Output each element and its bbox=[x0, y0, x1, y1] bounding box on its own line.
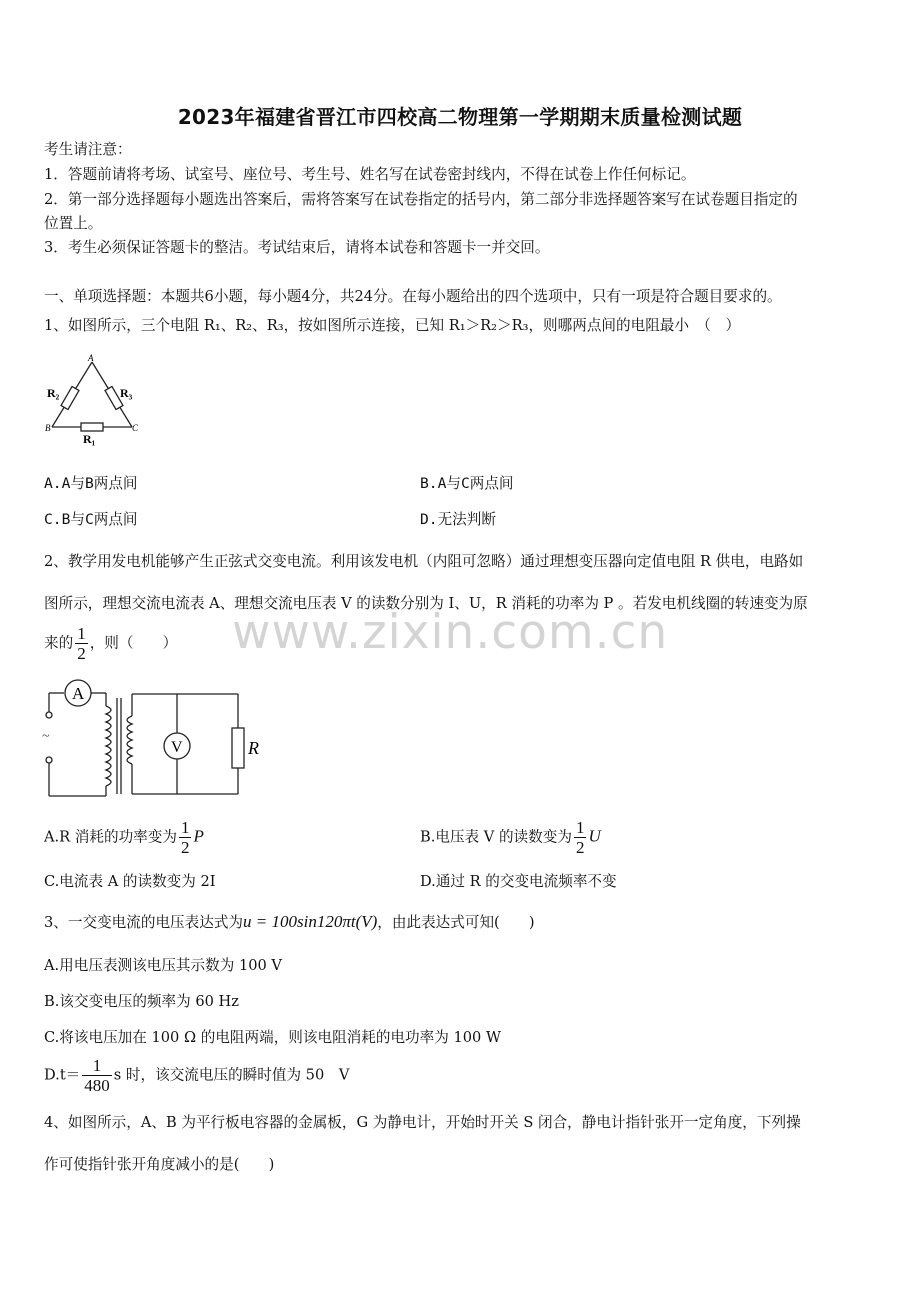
notice-item-2: 2．第一部分选择题每小题选出答案后，需将答案写在试卷指定的括号内，第二部分非选择题答案写在试卷题目指定的 bbox=[44, 191, 798, 208]
q3-option-b: B.该交变电压的频率为 60 Hz bbox=[44, 993, 239, 1010]
q3-option-d bbox=[44, 1056, 349, 1095]
notice-item-2-cont: 位置上。 bbox=[44, 215, 103, 232]
q3-option-d-fraction bbox=[82, 1056, 112, 1095]
q1-label-a: A bbox=[88, 353, 94, 363]
q3-option-d-frac-den: 480 bbox=[84, 1076, 110, 1095]
q2-ammeter-label: A bbox=[72, 684, 85, 703]
q1-stem: 1、如图所示，三个电阻 R₁、R₂、R₃，按如图所示连接，已知 R₁＞R₂＞R₃，则哪两点间的电阻最小 （ ） bbox=[44, 317, 741, 334]
q2-option-a bbox=[44, 818, 204, 857]
q2-stem-line3-pre: 来的 bbox=[44, 634, 74, 652]
q2-option-c: C.电流表 A 的读数变为 2I bbox=[44, 873, 216, 890]
q1-option-b: B.A与C两点间 bbox=[420, 475, 514, 492]
q2-fraction bbox=[75, 624, 88, 663]
q2-frac-den: 2 bbox=[77, 644, 86, 663]
q1-label-c: C bbox=[132, 423, 139, 433]
q1-option-a: A.A与B两点间 bbox=[44, 475, 138, 492]
q3-option-c: C.将该电压加在 100 Ω 的电阻两端，则该电阻消耗的电功率为 100 W bbox=[44, 1029, 501, 1046]
q1-label-r3: R₃ bbox=[120, 386, 133, 400]
q2-stem-line3 bbox=[44, 624, 177, 663]
q4-stem-line2: 作可使指针张开角度减小的是( ) bbox=[44, 1156, 275, 1173]
notice-heading: 考生请注意： bbox=[44, 141, 132, 158]
q3-option-d-pre: D.t＝ bbox=[44, 1066, 81, 1084]
notice-item-3: 3．考生必须保证答题卡的整洁。考试结束后，请将本试卷和答题卡一并交回。 bbox=[44, 239, 550, 256]
q4-stem-line1: 4、如图所示，A、B 为平行板电容器的金属板，G 为静电计，开始时开关 S 闭合，静电计指针张开一定角度，下列操 bbox=[44, 1114, 801, 1131]
q2-option-a-frac-den: 2 bbox=[180, 838, 190, 857]
q2-option-a-fraction bbox=[179, 818, 192, 857]
q2-option-b-frac-num: 1 bbox=[575, 818, 585, 837]
q2-stem-line3-post: ，则（ ） bbox=[89, 634, 178, 652]
q1-triangle-circuit bbox=[44, 352, 144, 447]
q2-stem-line2: 图所示，理想交流电流表 A、理想交流电压表 V 的读数分别为 I、U，R 消耗的功率为 P 。若发电机线圈的转速变为原 bbox=[44, 595, 808, 612]
section-heading: 一、单项选择题：本题共6小题，每小题4分，共24分。在每小题给出的四个选项中，只有一项是符合题目要求的。 bbox=[44, 288, 782, 305]
q2-option-b-fraction bbox=[574, 818, 587, 857]
q1-option-c: C.B与C两点间 bbox=[44, 511, 138, 528]
q2-resistor-label: R bbox=[248, 738, 259, 758]
q3-option-d-post: s 时，该交流电压的瞬时值为 50 V bbox=[113, 1066, 350, 1084]
q2-option-a-var: P bbox=[193, 826, 204, 846]
q2-option-a-text: A.R 消耗的功率变为 bbox=[44, 828, 177, 846]
q1-label-r1: R₁ bbox=[83, 432, 96, 446]
q1-label-r2: R₂ bbox=[47, 386, 60, 400]
q2-option-b-var: U bbox=[588, 826, 601, 846]
watermark: www.zixin.com.cn bbox=[232, 605, 669, 660]
q3-stem-pre: 3、一交变电流的电压表达式为 bbox=[44, 914, 244, 931]
q2-option-b-frac-den: 2 bbox=[575, 838, 585, 857]
q2-option-a-frac-num: 1 bbox=[180, 818, 190, 837]
q3-option-a: A.用电压表测该电压其示数为 100 V bbox=[44, 957, 282, 974]
q3-stem bbox=[44, 911, 535, 932]
q2-voltmeter-label: V bbox=[171, 739, 183, 756]
q2-option-b-text: B.电压表 V 的读数变为 bbox=[420, 828, 572, 846]
q2-option-d: D.通过 R 的交变电流频率不变 bbox=[420, 873, 617, 890]
q1-option-d: D.无法判断 bbox=[420, 511, 496, 528]
q1-label-b: B bbox=[45, 423, 51, 433]
q3-formula: u = 100sin120πt(V) bbox=[243, 912, 378, 931]
q3-stem-post: ，由此表达式可知( ) bbox=[377, 914, 535, 931]
q2-stem-line1: 2、教学用发电机能够产生正弦式交变电流。利用该发电机（内阻可忽略）通过理想变压器向定值电阻 R 供电，电路如 bbox=[44, 553, 804, 570]
q2-ac-source-symbol: ~ bbox=[42, 729, 50, 744]
page-title: 2023年福建省晋江市四校高二物理第一学期期末质量检测试题 bbox=[177, 105, 743, 129]
q3-option-d-frac-num: 1 bbox=[82, 1056, 112, 1076]
q2-frac-num: 1 bbox=[77, 624, 86, 643]
q2-option-b bbox=[420, 818, 601, 857]
q2-transformer-circuit bbox=[36, 676, 276, 806]
notice-item-1: 1．答题前请将考场、试室号、座位号、考生号、姓名写在试卷密封线内，不得在试卷上作任何标记。 bbox=[44, 166, 696, 183]
